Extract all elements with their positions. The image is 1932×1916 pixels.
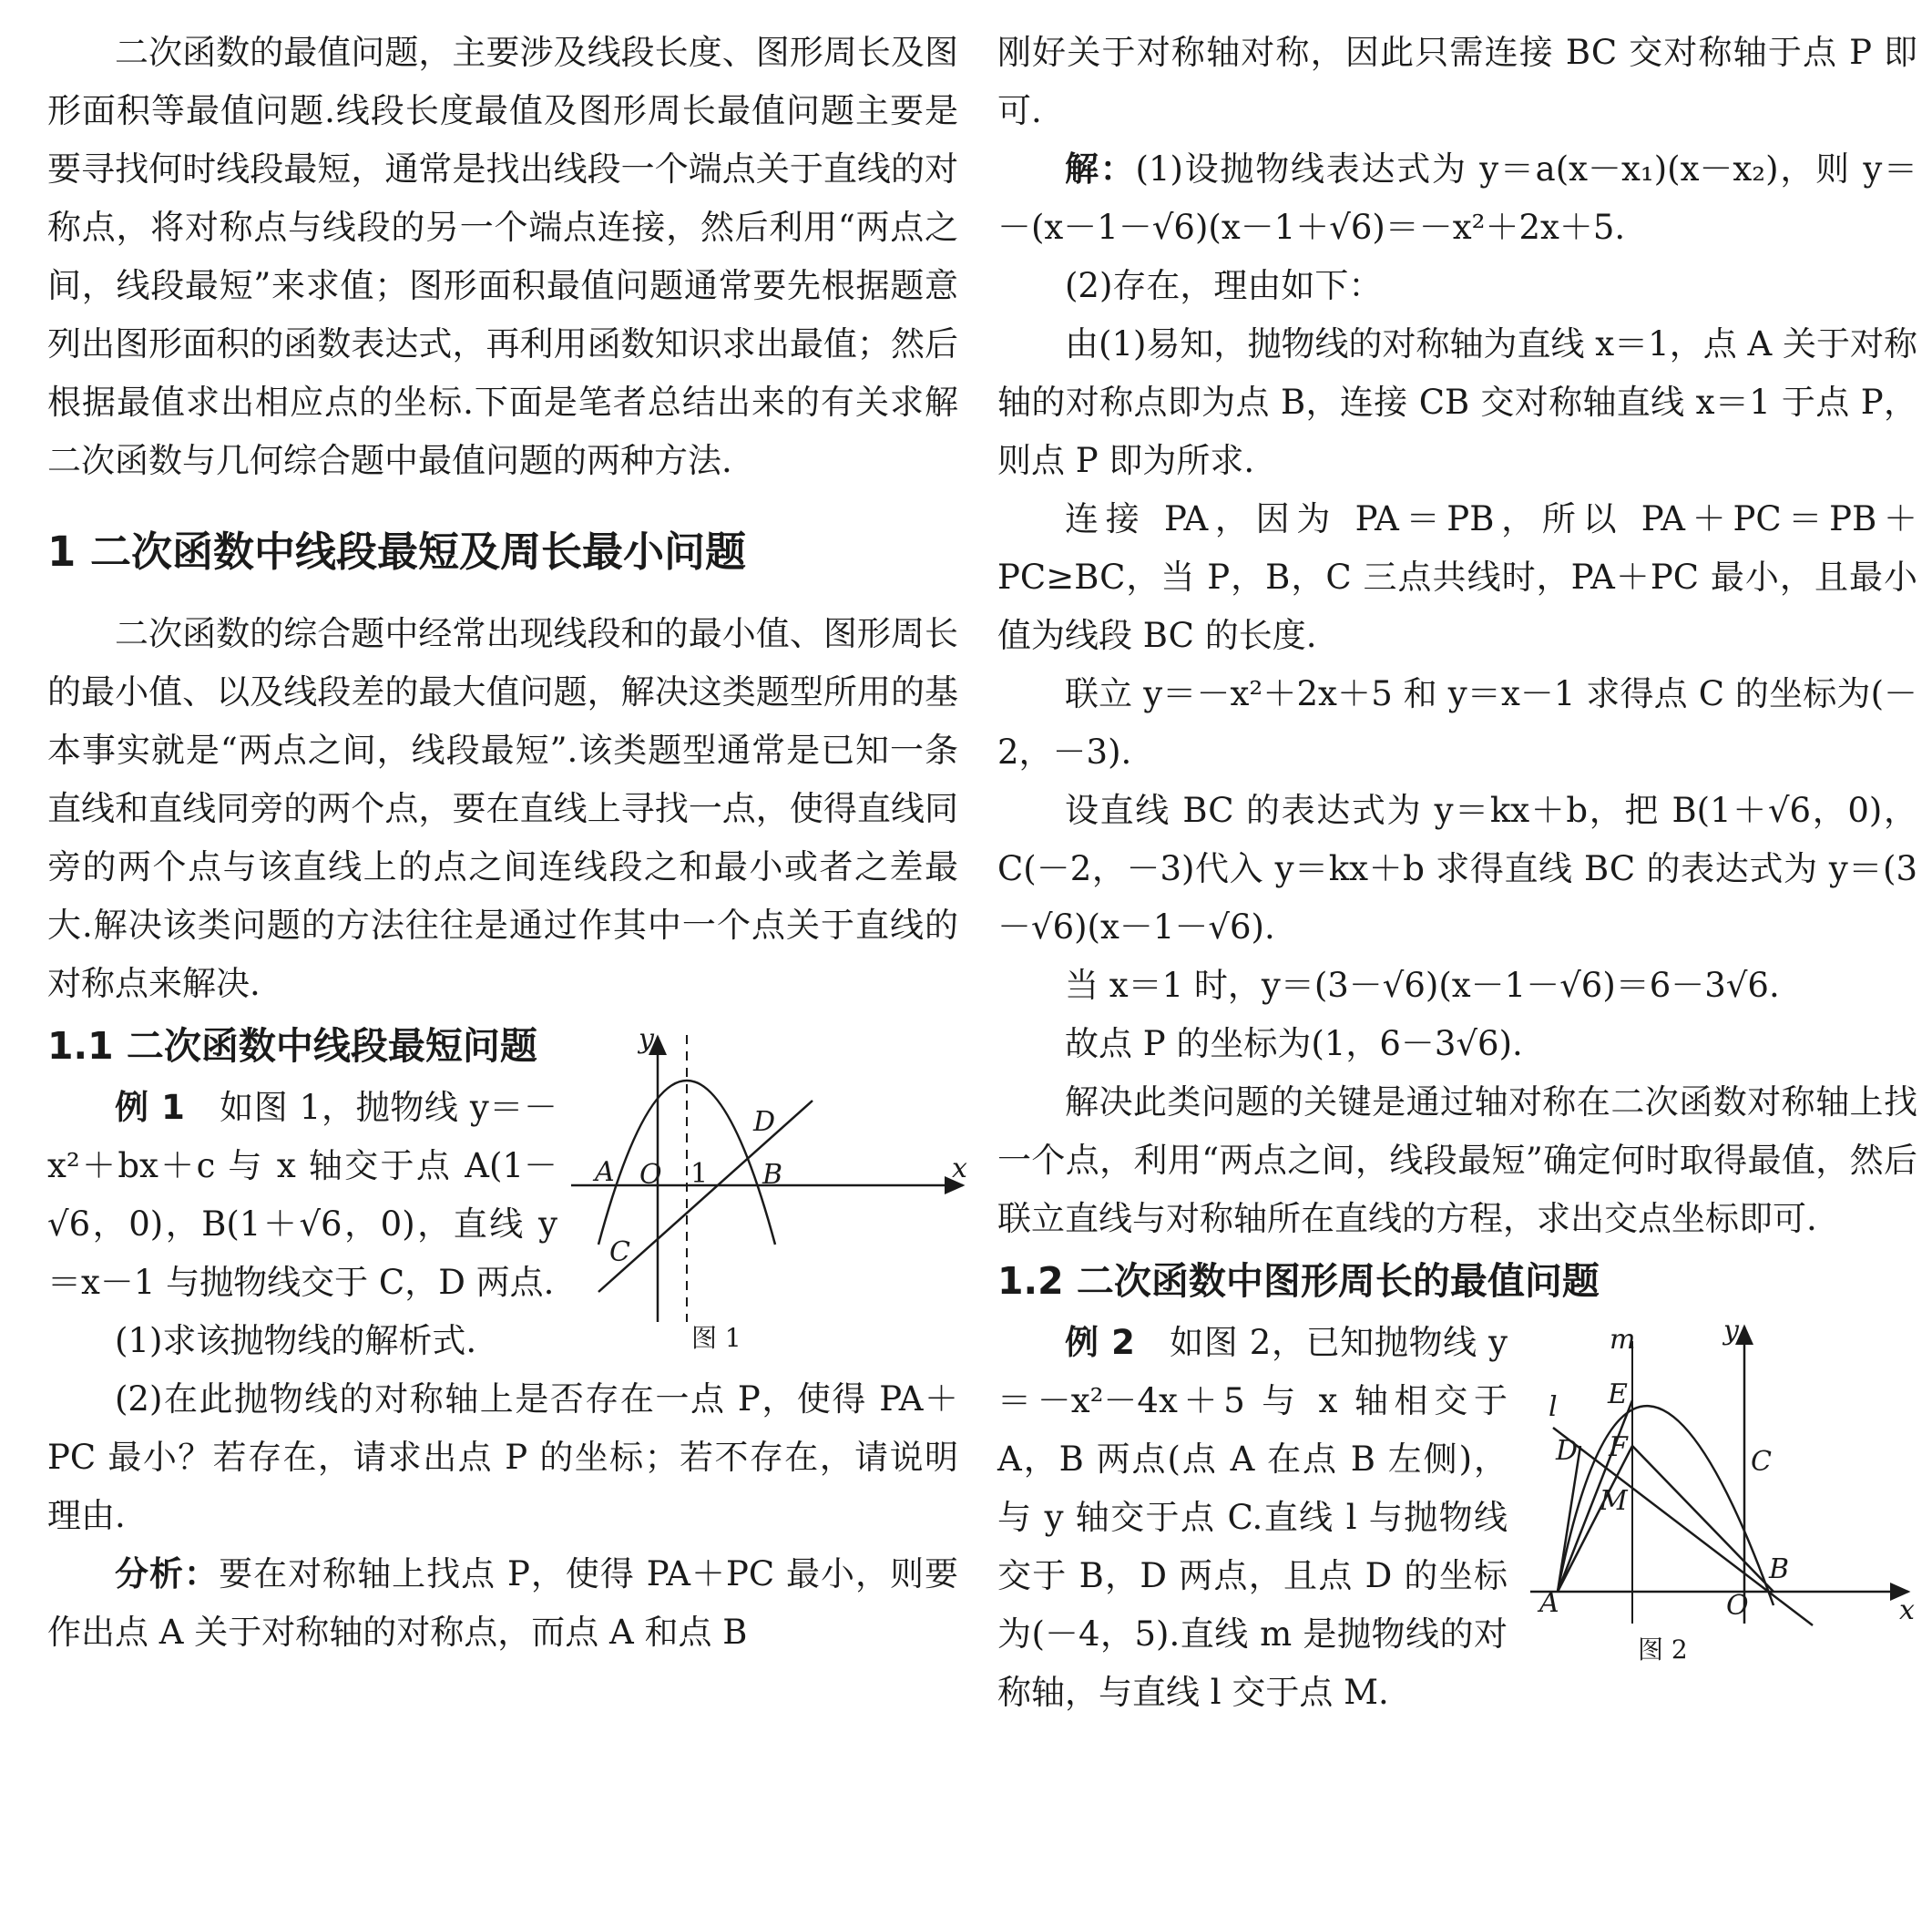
fig2-label-B: B: [1769, 1553, 1790, 1585]
solution-2-p5: 当 x＝1 时，y＝(3－√6)(x－1－√6)＝6－3√6.: [1065, 966, 1780, 1005]
analysis-paragraph: [47, 1545, 958, 1662]
summary-paragraph: 解决此类问题的关键是通过轴对称在二次函数对称轴上找一个点，利用“两点之间，线段最短”确定何时取得最值，然后联立直线与对称轴所在直线的方程，求出交点坐标即可.: [997, 1082, 1917, 1238]
example-1-label: 例 1: [115, 1088, 185, 1127]
section-1-intro: 二次函数的综合题中经常出现线段和的最小值、图形周长的最小值、以及线段差的最大值问题，解决这类题型所用的基本事实就是“两点之间，线段最短”.该类题型通常是已知一条直线和直线同旁的两个点，要在直线上寻找一点，使得直线同旁的两个点与该直线上的点之间连线段之和最小或者之差最大.解决该类问题的方法往往是通过作其中一个点关于直线的对称点来解决.: [47, 614, 958, 1003]
fig1-label-A: A: [595, 1156, 615, 1188]
fig2-label-E: E: [1608, 1378, 1628, 1410]
fig2-label-l: l: [1549, 1391, 1558, 1423]
solution-label: 解：: [1065, 149, 1136, 189]
fig2-label-x: x: [1899, 1594, 1915, 1626]
fig2-label-m: m: [1610, 1324, 1636, 1356]
fig1-label-C: C: [609, 1236, 630, 1268]
figure-1: [571, 1017, 972, 1381]
section-1-heading: 1 二次函数中线段最短及周长最小问题: [47, 528, 746, 576]
fig2-caption: 图 2: [1638, 1634, 1688, 1665]
solution-2-p4: 设直线 BC 的表达式为 y＝kx＋b，把 B(1＋√6，0)，C(－2，－3)代入 y＝kx＋b 求得直线 BC 的表达式为 y＝(3－√6)(x－1－√6).: [997, 791, 1917, 947]
fig2-label-A: A: [1539, 1587, 1559, 1619]
analysis-continued: 刚好关于对称轴对称，因此只需连接 BC 交对称轴于点 P 即可.: [997, 33, 1917, 130]
solution-2-p2: 连接 PA，因为 PA＝PB，所以 PA＋PC＝PB＋PC≥BC，当 P，B，C 三点共线时，PA＋PC 最小，且最小值为线段 BC 的长度.: [997, 499, 1917, 655]
fig1-label-y: y: [639, 1023, 654, 1055]
fig1-label-x: x: [952, 1153, 967, 1184]
fig2-label-M: M: [1600, 1485, 1628, 1517]
solution-1: [997, 140, 1917, 257]
fig1-caption: 图 1: [691, 1323, 741, 1353]
solution-2-head: (2)存在，理由如下：: [1065, 266, 1383, 305]
example-2-block: [997, 1314, 1917, 1722]
subsection-1-2-heading: 1.2 二次函数中图形周长的最值问题: [997, 1259, 1600, 1303]
example-1-text: [47, 1079, 557, 1312]
solution-2-p1: 由(1)易知，抛物线的对称轴为直线 x＝1，点 A 关于对称轴的对称点即为点 B，连接 CB 交对称轴直线 x＝1 于点 P，则点 P 即为所求.: [997, 324, 1917, 480]
question-2: (2)在此抛物线的对称轴上是否存在一点 P，使得 PA＋PC 最小？若存在，请求出点 P 的坐标；若不存在，请说明理由.: [47, 1379, 958, 1535]
fig2-label-D: D: [1556, 1435, 1579, 1467]
right-column: [997, 24, 1917, 1722]
fig2-label-F: F: [1609, 1431, 1628, 1463]
example-1-body: 如图 1，抛物线 y＝－x²＋bx＋c 与 x 轴交于点 A(1－√6，0)，B(1＋√6，0)，直线 y＝x－1 与抛物线交于 C，D 两点.: [47, 1088, 557, 1302]
solution-2-p3: 联立 y＝－x²＋2x＋5 和 y＝x－1 求得点 C 的坐标为(－2，－3).: [997, 674, 1917, 772]
subsection-1-1-heading: 1.1 二次函数中线段最短问题: [47, 1024, 537, 1068]
fig1-line: [598, 1101, 813, 1292]
fig2-label-y: y: [1723, 1315, 1739, 1347]
fig1-label-O: O: [639, 1159, 662, 1191]
fig2-label-C: C: [1751, 1446, 1772, 1478]
example-2-text: [997, 1314, 1508, 1722]
example-2-label: 例 2: [1065, 1323, 1135, 1362]
example-2-body: 如图 2，已知抛物线 y＝－x²－4x＋5 与 x 轴相交于 A，B 两点(点 A 在点 B 左侧)，与 y 轴交于点 C.直线 l 与抛物线交于 B，D 两点，且点 D 的坐标为(－4，5).直线 m 是抛物线的对称轴，与直线 l 交于点 M.: [997, 1323, 1508, 1712]
fig2-label-O: O: [1726, 1590, 1749, 1622]
intro-paragraph: 二次函数的最值问题，主要涉及线段长度、图形周长及图形面积等最值问题.线段长度最值及图形周长最值问题主要是要寻找何时线段最短，通常是找出线段一个端点关于直线的对称点，将对称点与线段的另一个端点连接，然后利用“两点之间，线段最短”来求值；图形面积最值问题通常要先根据题意列出图形面积的函数表达式，再利用函数知识求出最值；然后根据最值求出相应点的坐标.下面是笔者总结出来的有关求解二次函数与几何综合题中最值问题的两种方法.: [47, 33, 958, 480]
figure-2: [1530, 1314, 1917, 1674]
fig1-label-1: 1: [690, 1158, 709, 1190]
analysis-body: 要在对称轴上找点 P，使得 PA＋PC 最小，则要作出点 A 关于对称轴的对称点，而点 A 和点 B: [47, 1554, 959, 1652]
solution-2-p6: 故点 P 的坐标为(1，6－3√6).: [1065, 1024, 1523, 1063]
solution-1-body: (1)设抛物线表达式为 y＝a(x－x₁)(x－x₂)，则 y＝－(x－1－√6)(x－1＋√6)＝－x²＋2x＋5.: [997, 149, 1918, 247]
left-column: [47, 24, 967, 1662]
analysis-label: 分析：: [115, 1554, 220, 1593]
fig1-label-D: D: [753, 1106, 776, 1138]
fig1-label-B: B: [762, 1159, 783, 1191]
question-1: (1)求该抛物线的解析式.: [115, 1321, 477, 1360]
